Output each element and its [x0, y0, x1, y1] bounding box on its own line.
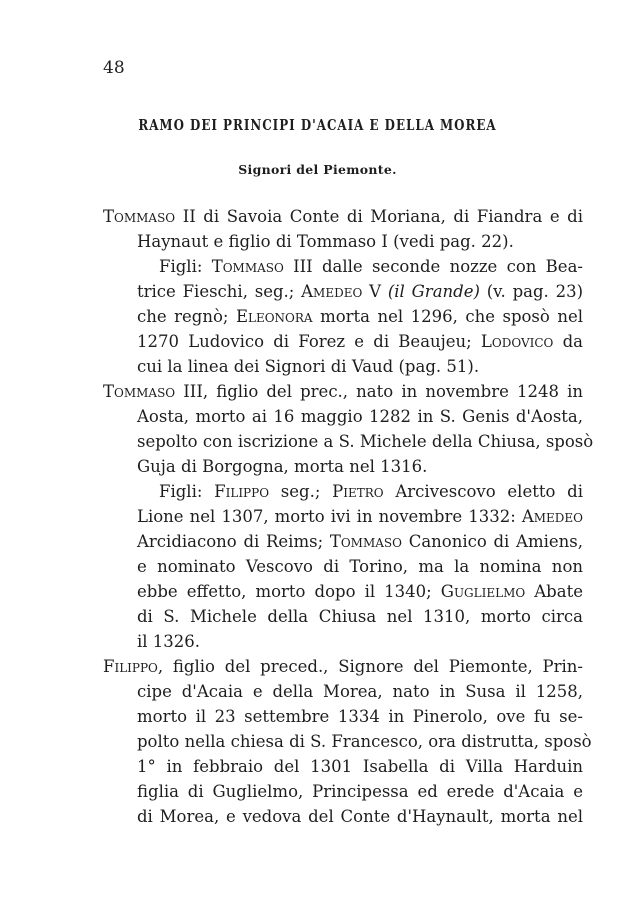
entry-line: Tommaso III, figlio del prec., nato in novembre 1248 in — [103, 382, 583, 401]
entry-line: morto il 23 settembre 1334 in Pinerolo, ove fu se- — [137, 707, 583, 726]
person-name: Tommaso — [103, 382, 176, 401]
person-name: Tommaso — [103, 207, 176, 226]
children-line: di S. Michele della Chiusa nel 1310, morto circa — [137, 607, 583, 626]
children-line: Lione nel 1307, morto ivi in novembre 1332: Amedeo — [137, 507, 583, 526]
entry-line: sepolto con iscrizione a S. Michele della Chiusa, sposò — [137, 432, 594, 451]
person-name: Filippo — [103, 657, 158, 676]
entry-line: Tommaso II di Savoia Conte di Moriana, di Fiandra e di — [103, 207, 583, 226]
entry-line: Filippo, figlio del preced., Signore del Piemonte, Prin- — [103, 657, 583, 676]
children-line: Figli: Tommaso III dalle seconde nozze con Bea- — [159, 257, 583, 276]
children-line: cui la linea dei Signori di Vaud (pag. 51). — [137, 357, 480, 376]
entry-line: Haynaut e figlio di Tommaso I (vedi pag. 22). — [137, 232, 514, 251]
entry-line: figlia di Guglielmo, Principessa ed erede d'Acaia e — [137, 782, 583, 801]
children-line: il 1326. — [137, 632, 201, 651]
entry-line: 1° in febbraio del 1301 Isabella di Villa Harduin — [137, 757, 583, 776]
section-subtitle: Signori del Piemonte. — [238, 162, 397, 177]
page-number: 48 — [103, 58, 125, 78]
section-title: RAMO DEI PRINCIPI D'ACAIA E DELLA MOREA — [138, 117, 497, 134]
entry-line: cipe d'Acaia e della Morea, nato in Susa il 1258, — [137, 682, 583, 701]
children-line: trice Fieschi, seg.; Amedeo V (il Grande) (v. pag. 23) — [137, 282, 584, 301]
entry-line: Guja di Borgogna, morta nel 1316. — [137, 457, 428, 476]
children-line: 1270 Ludovico di Forez e di Beaujeu; Lodovico da — [137, 332, 583, 351]
entry-line: di Morea, e vedova del Conte d'Haynault, morta nel — [137, 807, 583, 826]
children-line: che regnò; Eleonora morta nel 1296, che sposò nel — [137, 307, 583, 326]
children-line: ebbe effetto, morto dopo il 1340; Guglielmo Abate — [137, 582, 583, 601]
children-line: Figli: Filippo seg.; Pietro Arcivescovo eletto di — [159, 482, 583, 501]
children-line: Arcidiacono di Reims; Tommaso Canonico di Amiens, — [137, 532, 583, 551]
entry-line: Aosta, morto ai 16 maggio 1282 in S. Genis d'Aosta, — [137, 407, 583, 426]
entry-line: polto nella chiesa di S. Francesco, ora distrutta, sposò — [137, 732, 592, 751]
children-line: e nominato Vescovo di Torino, ma la nomina non — [137, 557, 583, 576]
